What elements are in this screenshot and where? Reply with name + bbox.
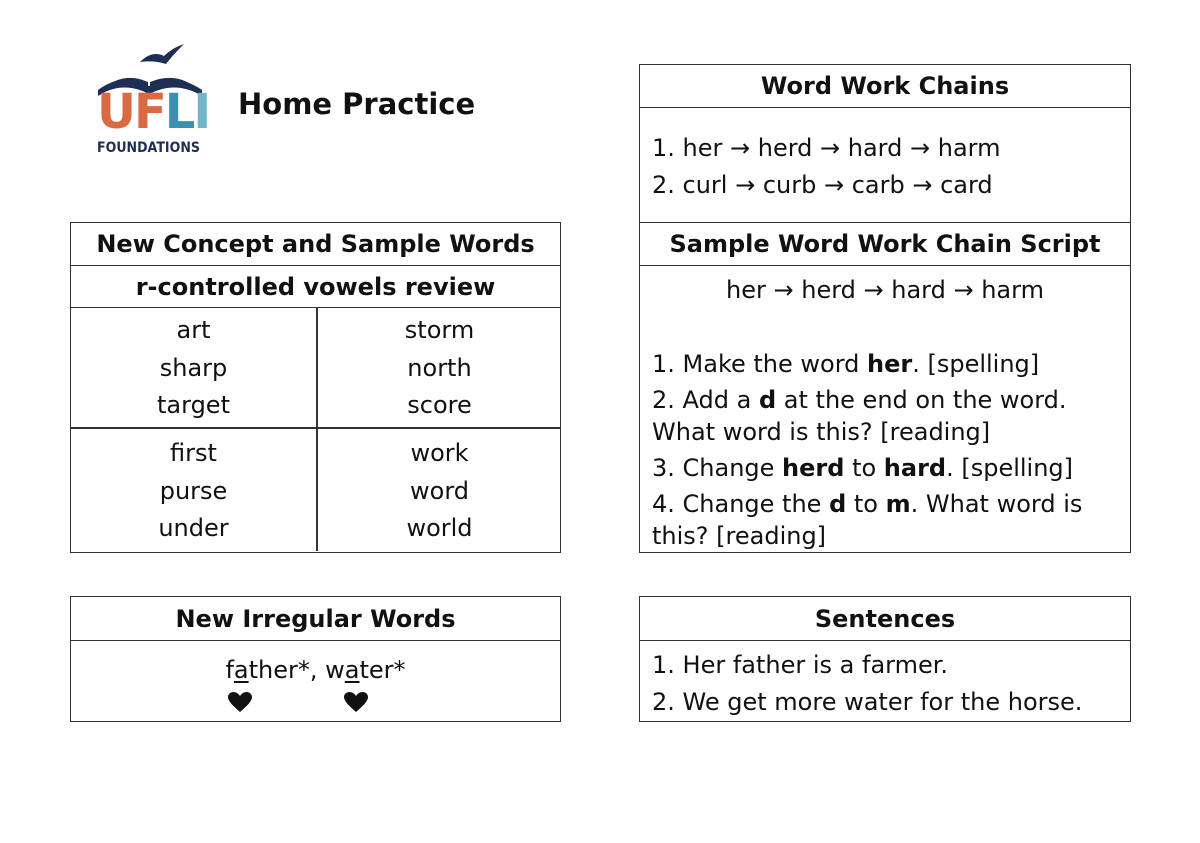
- sample-word: word: [410, 476, 469, 505]
- word-cell: [71, 435, 316, 548]
- irregular-words-line: [71, 655, 560, 685]
- irregular-words-title: New Irregular Words: [71, 597, 560, 641]
- logo-subtitle: FOUNDATIONS: [97, 140, 200, 156]
- new-concept-title: New Concept and Sample Words: [71, 223, 560, 266]
- heart-icon: [343, 691, 369, 713]
- irregular-word: water*: [325, 656, 406, 684]
- grid-divider: [71, 427, 560, 429]
- page-title: Home Practice: [238, 87, 476, 121]
- sample-word: north: [407, 353, 472, 382]
- sample-word: score: [407, 391, 472, 419]
- word-chain: 2. curl → curb → carb → card: [652, 171, 993, 199]
- sample-words-grid: [71, 308, 560, 551]
- sentence: 2. We get more water for the horse.: [652, 688, 1083, 716]
- word-cell: [71, 312, 316, 425]
- irregular-word: father*: [225, 656, 310, 684]
- word-chains-list: [640, 108, 1130, 223]
- sample-word: under: [158, 514, 229, 542]
- logo-letter-f: F: [133, 84, 165, 140]
- ufli-wordmark: [97, 84, 210, 140]
- logo-letter-l: L: [164, 84, 194, 140]
- script-step: 1. Make the word her. [spelling]: [652, 350, 1040, 378]
- sentences-panel: [639, 596, 1131, 722]
- word-chains-title: Word Work Chains: [640, 65, 1130, 108]
- ufli-logo: [92, 42, 210, 160]
- sample-word: world: [406, 514, 473, 542]
- new-concept-panel: [70, 222, 561, 553]
- script-step: 2. Add a d at the end on the word. What word is this? [reading]: [652, 386, 1067, 446]
- sample-word: first: [170, 439, 217, 467]
- script-step: 4. Change the d to m. What word is this? [reading]: [652, 490, 1083, 550]
- word-separator: ,: [309, 656, 326, 684]
- word-cell: [317, 312, 562, 425]
- logo-letter-i: I: [193, 84, 210, 140]
- sample-word: work: [410, 439, 469, 467]
- sentences-list: [640, 641, 1130, 721]
- sentences-title: Sentences: [640, 597, 1130, 641]
- sample-word: storm: [404, 316, 475, 344]
- logo-letter-u: U: [97, 84, 134, 140]
- sample-word: art: [176, 316, 211, 344]
- heart-icon: [227, 691, 253, 713]
- new-concept-subtitle: r-controlled vowels review: [71, 266, 560, 308]
- sample-word: target: [157, 391, 230, 419]
- sample-word: purse: [159, 476, 228, 505]
- word-cell: [317, 435, 562, 548]
- script-step: 3. Change herd to hard. [spelling]: [652, 454, 1074, 482]
- sentence: 1. Her father is a farmer.: [652, 651, 949, 679]
- word-chain: 1. her → herd → hard → harm: [652, 134, 1001, 162]
- script-steps: [640, 306, 1130, 552]
- irregular-words-panel: [70, 596, 561, 722]
- sample-word: sharp: [159, 353, 228, 382]
- script-title: Sample Word Work Chain Script: [640, 223, 1130, 266]
- word-chains-panel: [639, 64, 1131, 553]
- script-chain: her → herd → hard → harm: [726, 276, 1044, 304]
